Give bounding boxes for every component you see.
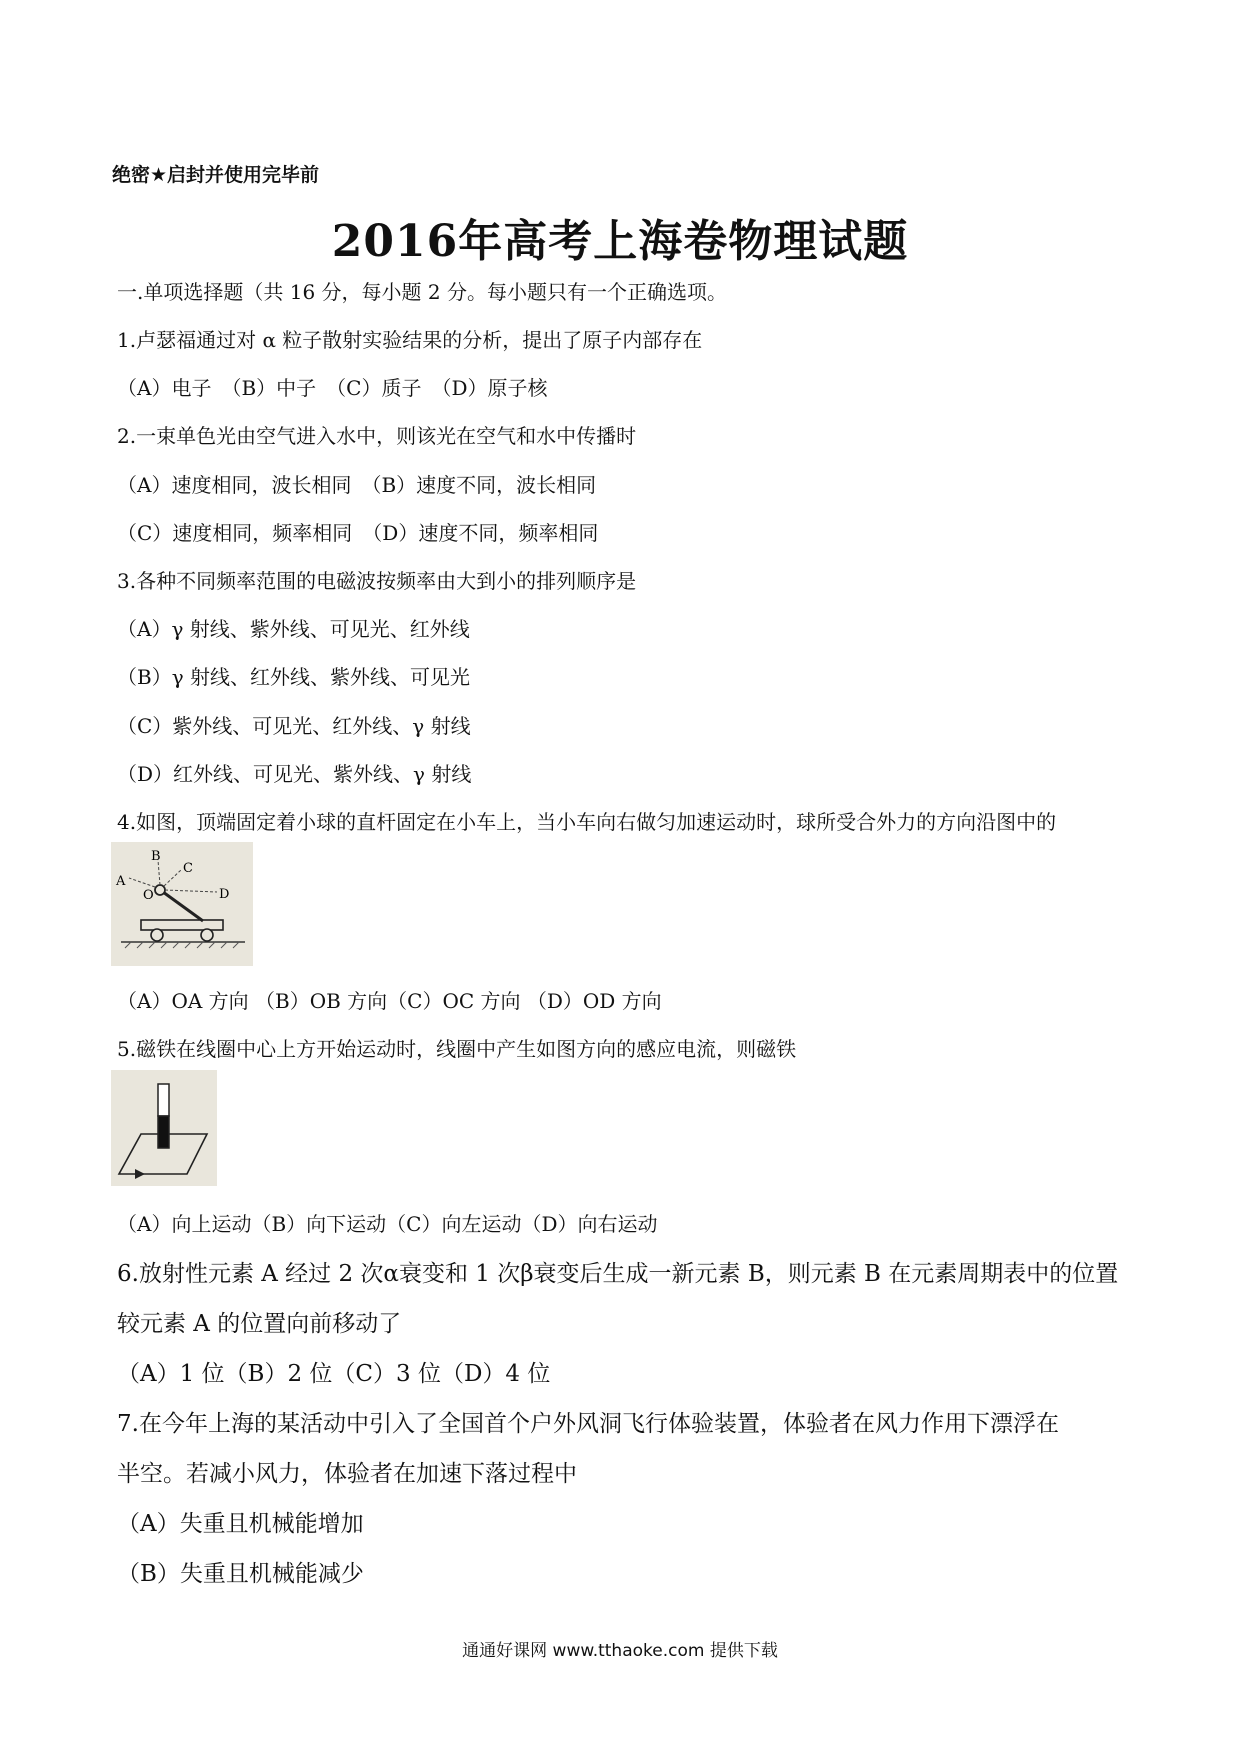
ground-hatch xyxy=(125,942,239,948)
cart-diagram xyxy=(111,842,253,966)
q5-options: （A）向上运动（B）向下运动（C）向左运动（D）向右运动 xyxy=(117,1212,658,1236)
rod xyxy=(163,892,203,921)
q3-option-b: （B）γ 射线、红外线、紫外线、可见光 xyxy=(117,665,471,689)
cart-wheel-left xyxy=(151,929,163,941)
q6-stem-line2: 较元素 A 的位置向前移动了 xyxy=(117,1311,402,1337)
ray-od xyxy=(165,890,217,892)
q6-stem-line1: 6.放射性元素 A 经过 2 次α衰变和 1 次β衰变后生成一新元素 B，则元素 B 在元素周期表中的位置 xyxy=(117,1261,1119,1287)
q4-options: （A）OA 方向 （B）OB 方向（C）OC 方向 （D）OD 方向 xyxy=(117,989,662,1013)
magnet-top xyxy=(158,1084,169,1116)
q7-option-a: （A）失重且机械能增加 xyxy=(117,1511,364,1537)
q2-options-cd: （C）速度相同，频率相同 （D）速度不同，频率相同 xyxy=(117,521,599,545)
ray-oc xyxy=(164,870,181,886)
ray-oa xyxy=(129,878,155,887)
q3-option-a: （A）γ 射线、紫外线、可见光、红外线 xyxy=(117,617,470,641)
q3-stem: 3.各种不同频率范围的电磁波按频率由大到小的排列顺序是 xyxy=(117,569,637,593)
cart-body xyxy=(141,920,223,930)
label-d: D xyxy=(219,887,230,902)
q4-stem: 4.如图，顶端固定着小球的直杆固定在小车上，当小车向右做匀加速运动时，球所受合外力的方向沿图中的 xyxy=(117,810,1057,834)
q3-option-d: （D）红外线、可见光、紫外线、γ 射线 xyxy=(117,762,472,786)
confidential-label: 绝密★启封并使用完毕前 xyxy=(112,164,320,186)
magnet-bottom xyxy=(158,1116,169,1148)
label-a: A xyxy=(116,874,126,889)
q3-option-c: （C）紫外线、可见光、红外线、γ 射线 xyxy=(117,714,471,738)
q7-stem-line2: 半空。若减小风力，体验者在加速下落过程中 xyxy=(117,1461,577,1487)
q2-options-ab: （A）速度相同，波长相同 （B）速度不同，波长相同 xyxy=(117,473,597,497)
q6-options: （A）1 位（B）2 位（C）3 位（D）4 位 xyxy=(117,1361,551,1387)
ball xyxy=(155,885,165,895)
page-title: 2016年高考上海卷物理试题 xyxy=(331,216,909,267)
q2-stem: 2.一束单色光由空气进入水中，则该光在空气和水中传播时 xyxy=(117,424,637,448)
q7-option-b: （B）失重且机械能减少 xyxy=(117,1561,364,1587)
label-o: O xyxy=(143,888,154,903)
cart-wheel-right xyxy=(201,929,213,941)
label-b: B xyxy=(151,849,161,864)
label-c: C xyxy=(183,861,193,876)
q1-stem: 1.卢瑟福通过对 α 粒子散射实验结果的分析，提出了原子内部存在 xyxy=(117,328,703,352)
magnet-diagram xyxy=(111,1070,217,1186)
q5-stem: 5.磁铁在线圈中心上方开始运动时，线圈中产生如图方向的感应电流，则磁铁 xyxy=(117,1037,797,1061)
cart-figure xyxy=(111,842,253,966)
footer-credit: 通通好课网 www.tthaoke.com 提供下载 xyxy=(462,1641,778,1661)
current-arrow xyxy=(135,1169,145,1179)
section-heading: 一.单项选择题（共 16 分，每小题 2 分。每小题只有一个正确选项。 xyxy=(117,280,727,304)
q1-options: （A）电子 （B）中子 （C）质子 （D）原子核 xyxy=(117,376,548,400)
q7-stem-line1: 7.在今年上海的某活动中引入了全国首个户外风洞飞行体验装置，体验者在风力作用下漂浮在 xyxy=(117,1411,1059,1437)
magnet-figure xyxy=(111,1070,217,1186)
